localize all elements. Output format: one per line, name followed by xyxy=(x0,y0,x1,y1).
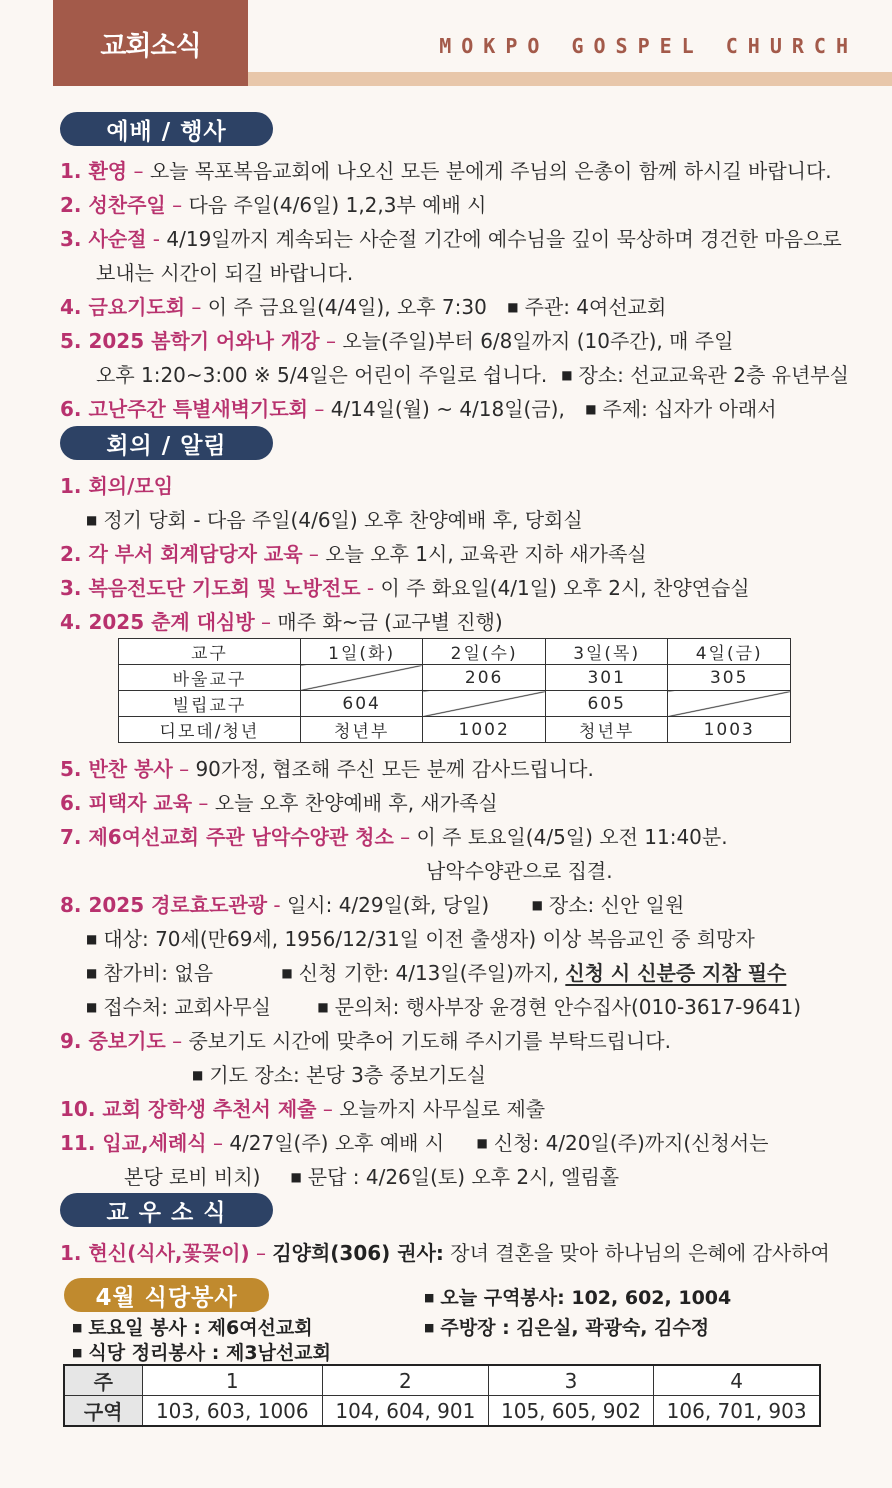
table-header-row xyxy=(64,1365,820,1396)
dining-saturday: ■ 토요일 봉사 : 제6여선교회 xyxy=(72,1313,313,1340)
table-cell: 1002 xyxy=(423,717,546,743)
worship-item-2: 2. 성찬주일 – 다음 주일(4/6일) 1,2,3부 예배 시 xyxy=(60,193,487,217)
meeting-item-9: 9. 중보기도 – 중보기도 시간에 맞추어 기도해 주시기를 부탁드립니다. xyxy=(60,1029,671,1053)
worship-item-3-cont: 보내는 시간이 되길 바랍니다. xyxy=(96,261,354,285)
section-dining-title: 4월 식당봉사 xyxy=(64,1278,269,1312)
table-cell: 104, 604, 901 xyxy=(323,1396,489,1427)
table-cell-empty xyxy=(423,691,546,717)
worship-item-6: 6. 고난주간 특별새벽기도회 – 4/14일(월) ~ 4/18일(금), ■ 주제: 십자가 아래서 xyxy=(60,393,777,422)
table-header-cell: 교구 xyxy=(119,639,301,665)
table-row xyxy=(64,1396,820,1427)
table-cell: 305 xyxy=(668,665,791,691)
table-header-cell: 1 xyxy=(142,1365,323,1396)
worship-item-4: 4. 금요기도회 – 이 주 금요일(4/4일), 오후 7:30 ■ 주관: 4여선교회 xyxy=(60,291,666,320)
meeting-item-4: 4. 2025 춘계 대심방 – 매주 화~금 (교구별 진행) xyxy=(60,610,503,634)
visit-schedule-table xyxy=(118,638,791,743)
table-header-cell: 4 xyxy=(654,1365,820,1396)
section-worship-title: 예배 / 행사 xyxy=(60,112,273,146)
table-row xyxy=(119,691,791,717)
table-cell: 605 xyxy=(545,691,668,717)
table-cell: 디모데/청년 xyxy=(119,717,301,743)
table-cell-empty xyxy=(300,665,423,691)
page-header xyxy=(0,0,892,86)
table-header-cell: 주 xyxy=(64,1365,142,1396)
table-header-row xyxy=(119,639,791,665)
section-news-title: 교 우 소 식 xyxy=(60,1193,273,1227)
table-header-cell: 4일(금) xyxy=(668,639,791,665)
news-item-1: 1. 현신(식사,꽃꽂이) – 김양희(306) 권사: 장녀 결혼을 맞아 하나님의 은혜에 감사하여 xyxy=(60,1241,830,1265)
worship-item-5: 5. 2025 봄학기 어와나 개강 – 오늘(주일)부터 6/8일까지 (10주간), 매 주일 xyxy=(60,329,734,353)
table-row xyxy=(119,665,791,691)
table-cell: 206 xyxy=(423,665,546,691)
table-cell: 청년부 xyxy=(300,717,423,743)
worship-item-3: 3. 사순절 - 4/19일까지 계속되는 사순절 기간에 예수님을 깊이 묵상하며 경건한 마음으로 xyxy=(60,227,842,251)
table-cell: 청년부 xyxy=(545,717,668,743)
table-header-cell: 3 xyxy=(488,1365,654,1396)
dining-kitchen-head: ■ 주방장 : 김은실, 곽광숙, 김수정 xyxy=(424,1313,709,1340)
table-row xyxy=(119,717,791,743)
worship-item-1: 1. 환영 – 오늘 목포복음교회에 나오신 모든 분에게 주님의 은총이 함께 하시길 바랍니다. xyxy=(60,159,832,183)
meeting-item-1-sub: ■ 정기 당회 - 다음 주일(4/6일) 오후 찬양예배 후, 당회실 xyxy=(86,504,583,533)
meeting-item-7-cont: 남악수양관으로 집결. xyxy=(426,859,613,883)
dining-today-district: ■ 오늘 구역봉사: 102, 602, 1004 xyxy=(424,1283,731,1310)
table-header-cell: 1일(화) xyxy=(300,639,423,665)
header-accent-bar xyxy=(248,72,892,86)
meeting-item-8: 8. 2025 경로효도관광 - 일시: 4/29일(화, 당일) ■ 장소: 신안 일원 xyxy=(60,889,684,918)
meeting-item-10: 10. 교회 장학생 추천서 제출 – 오늘까지 사무실로 제출 xyxy=(60,1097,546,1121)
table-cell: 301 xyxy=(545,665,668,691)
table-cell: 103, 603, 1006 xyxy=(142,1396,323,1427)
table-header-cell: 2일(수) xyxy=(423,639,546,665)
meeting-item-1: 1. 회의/모임 xyxy=(60,474,174,498)
meeting-item-8-fee: ■ 참가비: 없음 ■ 신청 기한: 4/13일(주일)까지, 신청 시 신분증 지참 필수 xyxy=(86,957,786,986)
meeting-item-9-sub: ■ 기도 장소: 본당 3층 중보기도실 xyxy=(192,1059,486,1088)
meeting-item-8-target: ■ 대상: 70세(만69세, 1956/12/31일 이전 출생자) 이상 복음교인 중 희망자 xyxy=(86,923,755,952)
section-meeting-title: 회의 / 알림 xyxy=(60,426,273,460)
table-cell-empty xyxy=(668,691,791,717)
meeting-item-11: 11. 입교,세례식 – 4/27일(주) 오후 예배 시 ■ 신청: 4/20일(주)까지(신청서는 xyxy=(60,1127,768,1156)
meeting-item-3: 3. 복음전도단 기도회 및 노방전도 - 이 주 화요일(4/1일) 오후 2시, 찬양연습실 xyxy=(60,576,750,600)
header-tab-title: 교회소식 xyxy=(53,0,248,86)
table-cell: 1003 xyxy=(668,717,791,743)
table-cell: 106, 701, 903 xyxy=(654,1396,820,1427)
meeting-item-7: 7. 제6여선교회 주관 남악수양관 청소 – 이 주 토요일(4/5일) 오전 11:40분. xyxy=(60,825,728,849)
meeting-item-8-contact: ■ 접수처: 교회사무실 ■ 문의처: 행사부장 윤경현 안수집사(010-3617-9641) xyxy=(86,991,801,1020)
table-cell: 105, 605, 902 xyxy=(488,1396,654,1427)
dining-cleanup: ■ 식당 정리봉사 : 제3남선교회 xyxy=(72,1338,331,1365)
meeting-item-2: 2. 각 부서 회계담당자 교육 – 오늘 오후 1시, 교육관 지하 새가족실 xyxy=(60,542,647,566)
header-brand: MOKPO GOSPEL CHURCH xyxy=(439,34,858,58)
table-cell: 바울교구 xyxy=(119,665,301,691)
meeting-item-5: 5. 반찬 봉사 – 90가정, 협조해 주신 모든 분께 감사드립니다. xyxy=(60,757,594,781)
table-cell: 빌립교구 xyxy=(119,691,301,717)
table-cell: 604 xyxy=(300,691,423,717)
table-header-cell: 3일(목) xyxy=(545,639,668,665)
meeting-item-11-cont: 본당 로비 비치)■ 문답 : 4/26일(토) 오후 2시, 엘림홀 xyxy=(124,1161,619,1190)
dining-schedule-table xyxy=(63,1364,821,1427)
table-row-label: 구역 xyxy=(64,1396,142,1427)
worship-item-5-cont: 오후 1:20~3:00 ※ 5/4일은 어린이 주일로 쉽니다.■ 장소: 선교교육관 2층 유년부실 xyxy=(60,359,849,388)
table-header-cell: 2 xyxy=(323,1365,489,1396)
meeting-item-6: 6. 피택자 교육 – 오늘 오후 찬양예배 후, 새가족실 xyxy=(60,791,498,815)
